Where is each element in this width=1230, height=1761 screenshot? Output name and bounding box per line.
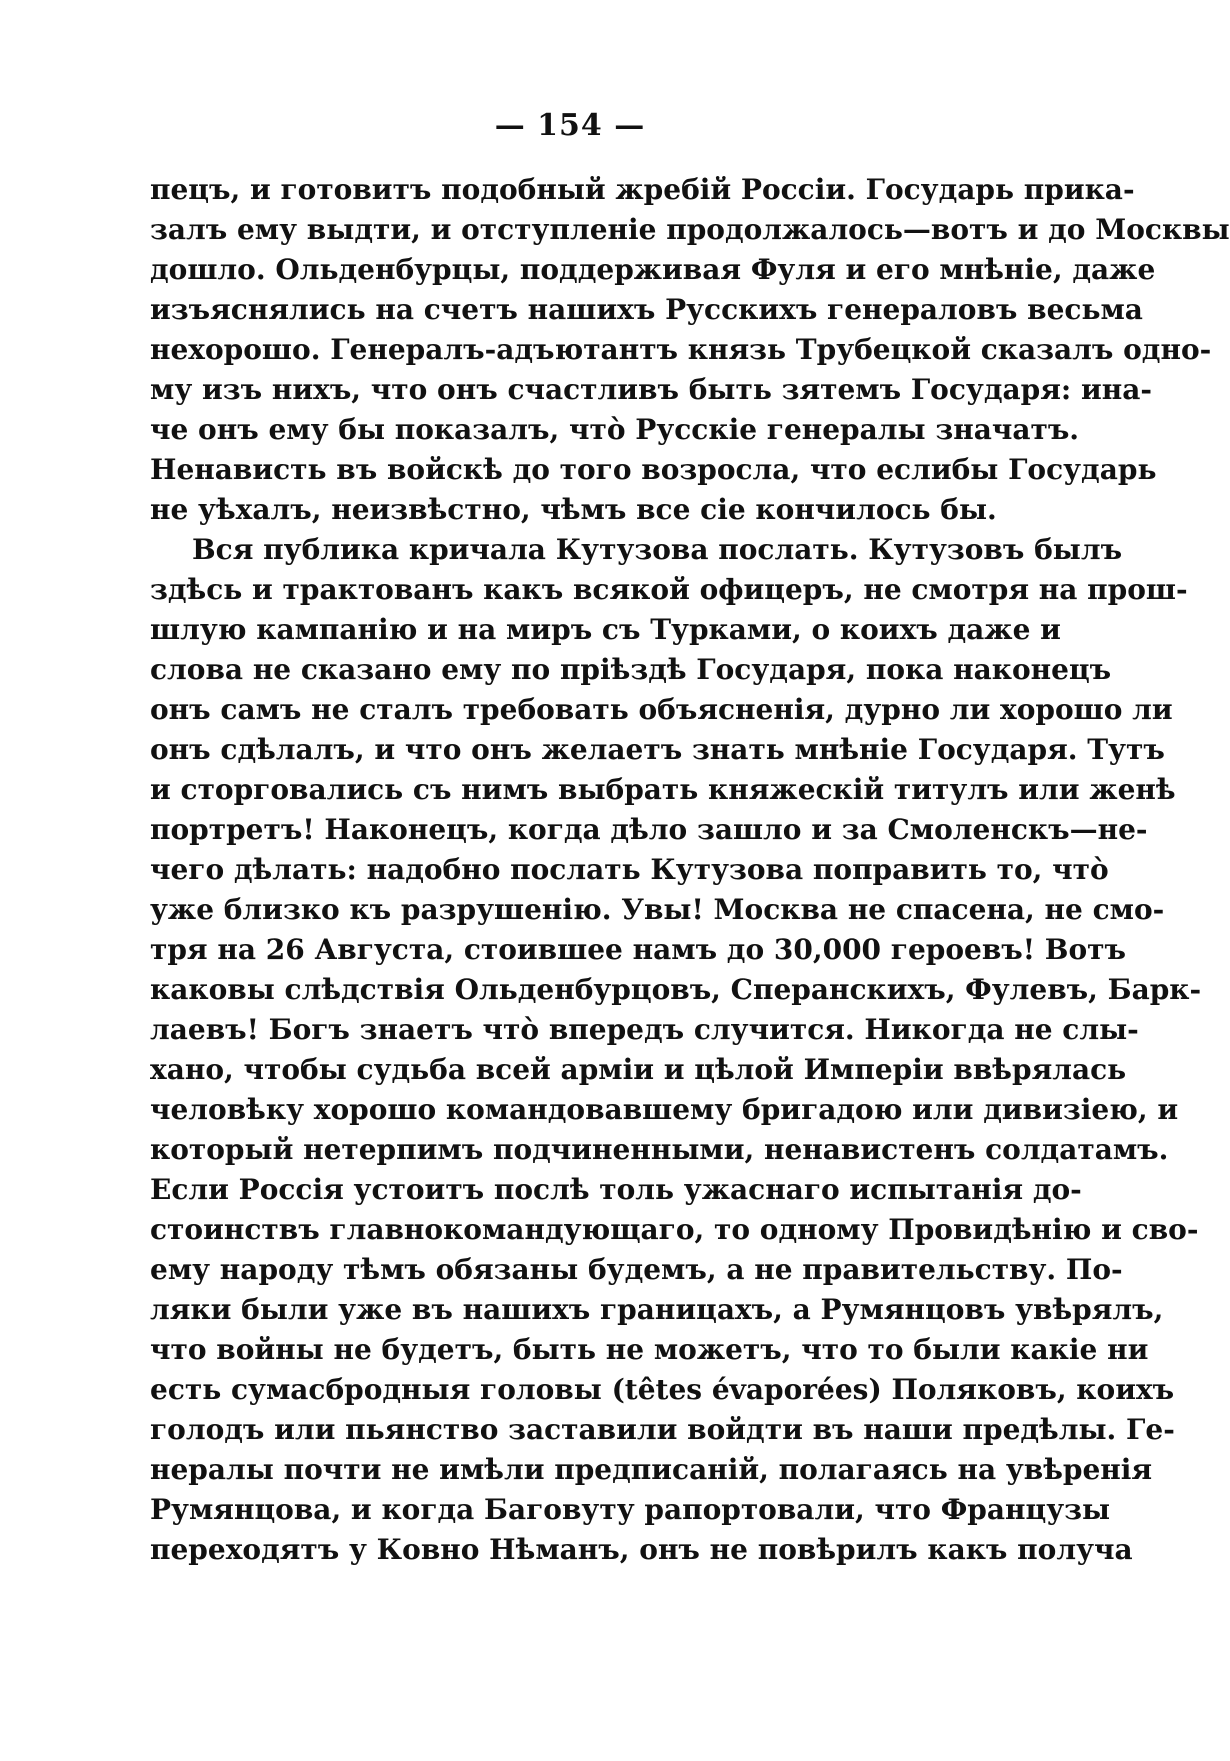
text-line: че онъ ему бы показалъ, что̀ Русскіе генералы значатъ. bbox=[150, 413, 1080, 446]
text-line: онъ самъ не сталъ требовать объясненія, дурно ли хорошо ли bbox=[150, 693, 1173, 726]
text-line: здѣсь и трактованъ какъ всякой офицеръ, не смотря на прош- bbox=[150, 573, 1188, 606]
text-line: чего дѣлать: надобно послать Кутузова поправить то, что̀ bbox=[150, 853, 1109, 886]
text-line: му изъ нихъ, что онъ счастливъ быть зятемъ Государя: ина- bbox=[150, 373, 1152, 406]
text-line: портретъ! Наконецъ, когда дѣло зашло и за Смоленскъ—не- bbox=[150, 813, 1148, 846]
text-line: слова не сказано ему по пріѣздѣ Государя, пока наконецъ bbox=[150, 653, 1112, 686]
text-line: онъ сдѣлалъ, и что онъ желаетъ знать мнѣніе Государя. Тутъ bbox=[150, 733, 1165, 766]
text-line: что войны не будетъ, быть не можетъ, что то были какіе ни bbox=[150, 1333, 1149, 1366]
text-line: залъ ему выдти, и отступленіе продолжалось—вотъ и до Москвы bbox=[150, 213, 1230, 246]
text-line: голодъ или пьянство заставили войдти въ наши предѣлы. Ге- bbox=[150, 1413, 1175, 1446]
text-line: человѣку хорошо командовавшему бригадою или дивизіею, и bbox=[150, 1093, 1179, 1126]
text-line: уже близко къ разрушенію. Увы! Москва не спасена, не смо- bbox=[150, 893, 1165, 926]
text-line: ему народу тѣмъ обязаны будемъ, а не правительству. По- bbox=[150, 1253, 1123, 1286]
text-line: хано, чтобы судьба всей арміи и цѣлой Имперіи ввѣрялась bbox=[150, 1053, 1127, 1086]
paragraph-start-line: Вся публика кричала Кутузова послать. Кутузовъ былъ bbox=[192, 533, 1123, 566]
text-line: нехорошо. Генералъ-адъютантъ князь Трубецкой сказалъ одно- bbox=[150, 333, 1212, 366]
text-line: ляки были уже въ нашихъ границахъ, а Румянцовъ увѣрялъ, bbox=[150, 1293, 1164, 1326]
paragraph-end-line: не уѣхалъ, неизвѣстно, чѣмъ все сіе кончилось бы. bbox=[150, 493, 997, 526]
text-line: Если Россія устоитъ послѣ толь ужаснаго испытанія до- bbox=[150, 1173, 1082, 1206]
text-line: шлую кампанію и на миръ съ Турками, о коихъ даже и bbox=[150, 613, 1061, 646]
text-line: который нетерпимъ подчиненными, ненавистенъ солдатамъ. bbox=[150, 1133, 1169, 1166]
page-number: — 154 — bbox=[494, 108, 646, 143]
text-line: пецъ, и готовитъ подобный жребій Россіи. Государь прика- bbox=[150, 173, 1135, 206]
text-line: стоинствъ главнокомандующаго, то одному Провидѣнію и сво- bbox=[150, 1213, 1199, 1246]
text-line: и сторговались съ нимъ выбрать княжескій титулъ или женѣ bbox=[150, 773, 1176, 806]
text-line: тря на 26 Августа, стоившее намъ до 30,000 героевъ! Вотъ bbox=[150, 933, 1126, 966]
text-line: каковы слѣдствія Ольденбурцовъ, Сперанскихъ, Фулевъ, Барк- bbox=[150, 973, 1202, 1006]
text-line: нералы почти не имѣли предписаній, полагаясь на увѣренія bbox=[150, 1453, 1153, 1486]
text-line: лаевъ! Богъ знаетъ что̀ впередъ случится. Никогда не слы- bbox=[150, 1013, 1139, 1046]
text-line: переходятъ у Ковно Нѣманъ, онъ не повѣрилъ какъ получа bbox=[150, 1533, 1133, 1566]
body-text bbox=[150, 170, 1230, 1570]
text-line: Румянцова, и когда Баговуту рапортовали, что Французы bbox=[150, 1493, 1111, 1526]
text-line: Ненависть въ войскѣ до того возросла, что еслибы Государь bbox=[150, 453, 1157, 486]
text-line: дошло. Ольденбурцы, поддерживая Фуля и его мнѣніе, даже bbox=[150, 253, 1156, 286]
text-line: есть сумасбродныя головы (têtes évaporées) Поляковъ, коихъ bbox=[150, 1373, 1175, 1406]
text-line: изъяснялись на счетъ нашихъ Русскихъ генераловъ весьма bbox=[150, 293, 1143, 326]
